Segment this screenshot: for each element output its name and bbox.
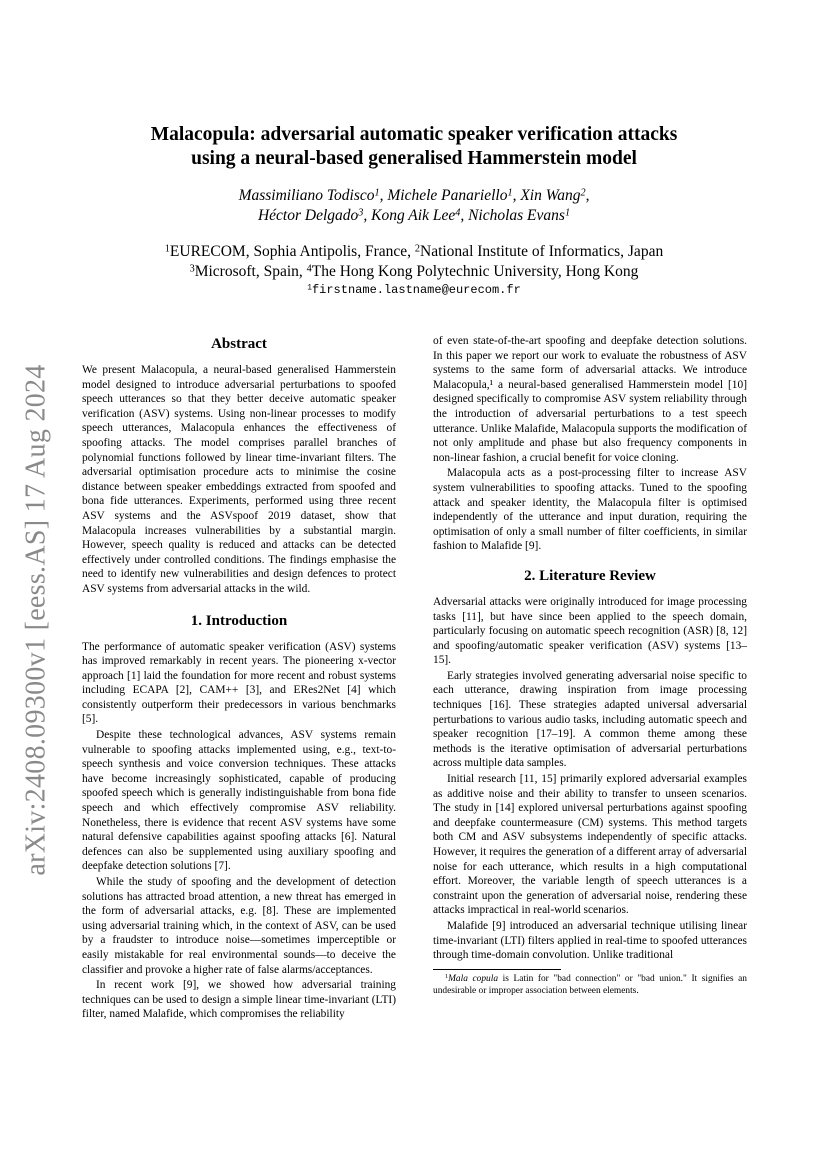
footnote (433, 973, 747, 997)
author-name: Nicholas Evans (468, 207, 565, 224)
affiliation-text: The Hong Kong Polytechnic University, Hong Kong (311, 263, 639, 280)
paper-title-line-2: using a neural-based generalised Hammerstein model (191, 148, 637, 169)
author-name: Massimiliano Todisco (238, 187, 375, 204)
affiliation-line-1 (100, 242, 728, 262)
author-affiliation-mark: 1 (507, 187, 513, 199)
affiliation-mark: 3 (189, 263, 195, 275)
affiliation-text: EURECOM, Sophia Antipolis, France, (169, 243, 415, 260)
affiliation-mark: 1 (164, 243, 170, 255)
author-affiliation-mark: 1 (374, 187, 380, 199)
contact-email (100, 282, 728, 298)
abstract-text: We present Malacopula, a neural-based generalised Hammerstein model designed to introduce adversarial perturbations to spoofed speech utterances so that they better deceive automatic speaker verification (ASV) systems. Using non-linear processes to modify speech utterances, Malacopula enhances the effectiveness of spoofing attacks. The model comprises parallel branches of polynomial functions followed by linear time-invariant filters. The adversarial optimisation procedure acts to minimise the cosine distance between speaker embeddings extracted from spoofed and bona fide utterances. Experiments, performed using three recent ASV systems and the ASVspoof 2019 dataset, show that Malacopula increases vulnerabilities by a substantial margin. However, speech quality is reduced and attacks can be detected effectively under controlled conditions. The findings emphasise the need to identify new vulnerabilities and design defences to protect ASV systems from adversarial attacks in the wild. (82, 364, 396, 595)
affiliation-list (100, 242, 728, 282)
left-column (82, 334, 396, 1022)
author-affiliation-mark: 1 (564, 207, 571, 219)
literature-paragraph-4: Malafide [9] introduced an adversarial technique utilising linear time-invariant (LTI) filters applied in real-time to spoofed utterances through time-domain convolution. Unlike traditional (433, 919, 747, 962)
author-affiliation-mark: 4 (455, 207, 461, 219)
author-name: Xin Wang (520, 187, 581, 204)
footnote-text: is Latin for "bad connection" or "bad union." It signifies an undesirable or improper association between elements. (433, 973, 747, 996)
affiliation-mark: 4 (306, 263, 312, 275)
intro-paragraph-2: Despite these technological advances, ASV systems remain vulnerable to spoofing attacks implemented using, e.g., text-to-speech synthesis and voice conversion techniques. These attacks have become increasingly sophisticated, capable of producing spoofed speech which is generally indistinguishable from bona fide speech and which effectively compromise ASV reliability. Nonetheless, there is evidence that recent ASV systems have some natural defensive capabilities against spoofing attacks [6]. Natural defences can also be supplemented using auxiliary spoofing and deepfake detection solutions [7]. (82, 729, 396, 873)
author-line-2 (100, 206, 728, 226)
literature-paragraph-1: Adversarial attacks were originally introduced for image processing tasks [11], but have since been applied to the speech domain, particularly focusing on automatic speech recognition (ASR) [8, 12] and spoofing/automatic speaker verification (ASV) systems [13–15]. (433, 595, 747, 667)
footnote-divider (433, 969, 561, 970)
author-name: Héctor Delgado (257, 207, 359, 224)
author-separator: , (379, 187, 388, 204)
literature-paragraph-3: Initial research [11, 15] primarily explored adversarial examples as additive noise and their ability to transfer to unseen scenarios. The study in [14] explored universal perturbations against spoofing and deepfake countermeasure (CM) systems. This method targets both CM and ASV subsystems independently of specific attacks. However, it requires the generation of a different array of adversarial noise for each utterance, which results in a high computational effort. Moreover, the variable length of speech utterances is a constraint upon the generation of adversarial noise, rendering these attacks impractical in real-world scenarios. (433, 773, 748, 917)
affiliation-line-2 (100, 262, 728, 282)
affiliation-text: Microsoft, Spain, (194, 263, 307, 280)
abstract-heading: Abstract (211, 336, 267, 352)
right-column (433, 334, 747, 997)
author-separator: , (585, 187, 590, 204)
intro-continuation-paragraph: of even state-of-the-art spoofing and deepfake detection solutions. In this paper we report our work to evaluate the robustness of ASV systems to the same form of adversarial attacks. We introduce Malacopula,¹ a neural-based generalised Hammerstein model [10] designed specifically to compromise ASV system reliability through the introduction of adversarial perturbations to a test speech utterance. Unlike Malafide, Malacopula supports the modification of not only amplitude and phase but also frequency components in non-linear fashion, a crucial benefit for voice cloning. (433, 335, 747, 464)
paper-title (100, 123, 728, 171)
intro-paragraph-4: In recent work [9], we showed how adversarial training techniques can be used to design a simple linear time-invariant (LTI) filter, named Malafide, which compromises the reliability (82, 979, 396, 1021)
author-affiliation-mark: 2 (580, 187, 586, 199)
author-name: Kong Aik Lee (371, 207, 456, 224)
author-separator: , (363, 207, 372, 224)
author-line-1 (100, 186, 728, 206)
author-separator: , (460, 207, 469, 224)
literature-paragraph-2: Early strategies involved generating adversarial noise specific to each utterance, drawing inspiration from image processing techniques [16]. These strategies adapted universal adversarial perturbations to various audio tasks, including automatic speech and speaker recognition [17–19]. A common theme among these methods is the iterative optimisation of adversarial perturbations across multiple data samples. (433, 669, 747, 770)
paper-title-line-1: Malacopula: adversarial automatic speaker verification attacks (150, 124, 678, 145)
intro-paragraph-3: While the study of spoofing and the development of detection solutions has attracted broad attention, a new threat has emerged in the form of adversarial attacks, e.g. [8]. These are implemented using adversarial training which, in the context of ASV, can be used by a fraudster to introduce noise—sometimes imperceptible or easily mistakable for real environmental sounds—to deceive the classifier and provoke a higher rate of false alarms/acceptances. (82, 876, 396, 976)
arxiv-identifier-stamp (14, 350, 60, 890)
introduction-heading: 1. Introduction (190, 612, 288, 629)
intro-paragraph-6: Malacopula acts as a post-processing filter to increase ASV system vulnerabilities to spoofing attacks. Tuned to the spoofing attack and speaker identity, the Malacopula filter is optimised independently of the utterance and input duration, requiring the optimisation of only a small number of filter coefficients, in similar fashion to Malafide [9]. (433, 467, 747, 553)
arxiv-identifier-text: arXiv:2408.09300v1 [eess.AS] 17 Aug 2024 (21, 364, 53, 876)
affiliation-text: National Institute of Informatics, Japan (420, 243, 664, 260)
literature-review-heading: 2. Literature Review (524, 567, 656, 584)
author-name: Michele Panariello (387, 187, 508, 204)
footnote-mark: 1 (445, 972, 449, 980)
affiliation-mark: 2 (414, 243, 420, 255)
email-affiliation-mark: 1 (307, 283, 312, 293)
author-list (100, 186, 728, 226)
email-address: firstname.lastname@eurecom.fr (311, 283, 521, 297)
footnote-latin-term: Mala copula (448, 973, 499, 984)
author-affiliation-mark: 3 (358, 207, 364, 219)
author-separator: , (512, 187, 521, 204)
intro-paragraph-1: The performance of automatic speaker verification (ASV) systems has improved remarkably in recent years. The pioneering x-vector approach [1] laid the foundation for more recent and robust systems including ECAPA [2], CAM++ [3], and ERes2Net [4] which consistently outperform their predecessors in various benchmarks [5]. (82, 640, 396, 726)
